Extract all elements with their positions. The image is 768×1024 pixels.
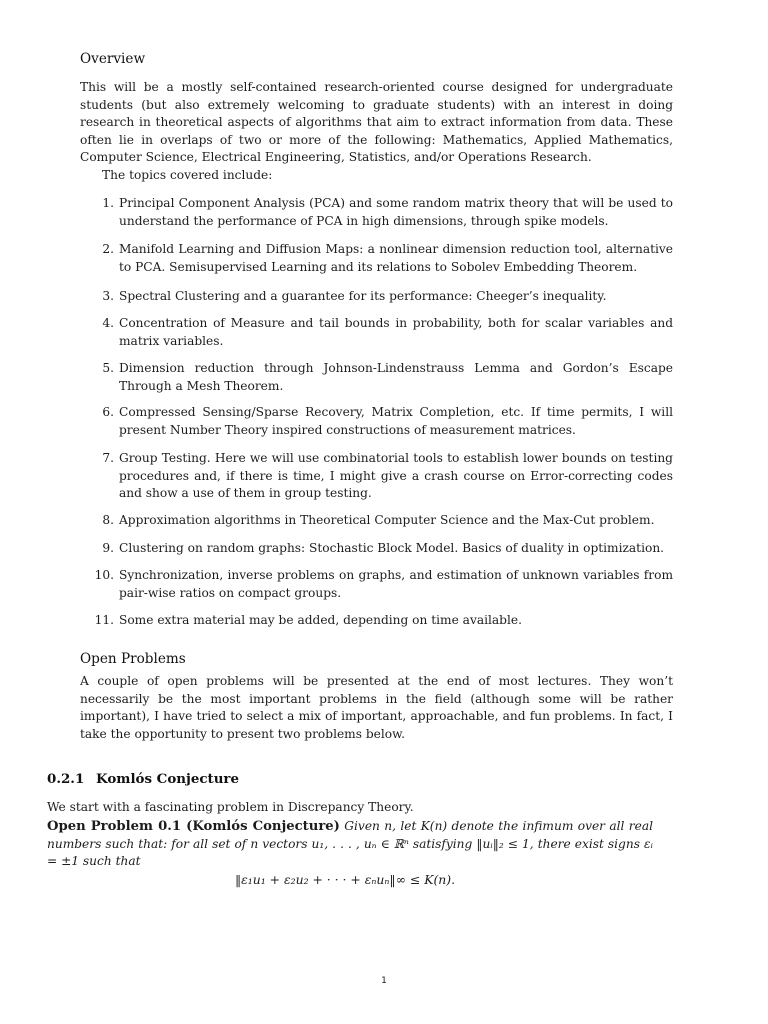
list-item	[80, 450, 673, 503]
list-item	[80, 512, 673, 530]
list-item-text: Approximation algorithms in Theoretical Computer Science and the Max-Cut problem.	[119, 513, 655, 527]
komlos-intro-paragraph: We start with a fascinating problem in Discrepancy Theory.	[47, 800, 414, 814]
list-item-number: 9.	[102, 541, 114, 555]
list-item-number: 8.	[102, 513, 114, 527]
list-item	[80, 241, 673, 276]
open-problem-title: Open Problem 0.1 (Komlós Conjecture)	[47, 819, 340, 834]
list-item	[80, 288, 673, 306]
open-problem-statement	[47, 818, 653, 871]
list-item-number: 7.	[102, 451, 114, 465]
list-item	[80, 315, 673, 350]
list-item	[80, 195, 673, 230]
topics-lead-text: The topics covered include:	[102, 167, 273, 182]
list-item	[80, 612, 673, 630]
open-problems-heading: Open Problems	[80, 651, 186, 667]
list-item	[80, 567, 673, 602]
list-item-text: Compressed Sensing/Sparse Recovery, Matrix Completion, etc. If time permits, I will present Number Theory inspired constructions of measurement matrices.	[119, 405, 673, 437]
list-item-text: Synchronization, inverse problems on graphs, and estimation of unknown variables from pair-wise ratios on compact groups.	[119, 568, 673, 600]
section-heading	[47, 771, 239, 787]
overview-heading: Overview	[80, 51, 146, 67]
page-number: 1	[381, 976, 387, 986]
list-item-text: Dimension reduction through Johnson-Lindenstrauss Lemma and Gordon’s Escape Through a Mesh Theorem.	[119, 361, 673, 393]
list-item	[80, 404, 673, 439]
list-item	[80, 540, 673, 558]
section-number: 0.2.1	[47, 771, 85, 787]
open-problem-body: Given n, let K(n) denote the infimum over all real numbers such that: for all set of n vectors u₁, . . . , uₙ ∈ ℝⁿ satisfying ‖uᵢ‖₂ ≤ 1, there exist signs εᵢ = ±1 such that	[47, 819, 654, 869]
overview-intro-text: This will be a mostly self-contained research-oriented course designed for undergraduate students (but also extremely welcoming to graduate students) with an interest in doing research in theoretical aspects of algorithms that aim to extract information from data. These often lie in overlaps of two or more of the following: Mathematics, Applied Mathematics, Computer Science, Electrical Engineering, Statistics, and/or Operations Research.	[80, 80, 673, 165]
list-item-text: Some extra material may be added, depending on time available.	[119, 613, 522, 627]
list-item	[80, 360, 673, 395]
list-item-text: Group Testing. Here we will use combinatorial tools to establish lower bounds on testing procedures and, if there is time, I might give a crash course on Error-correcting codes and show a use of them in group testing.	[119, 451, 673, 501]
list-item-text: Spectral Clustering and a guarantee for its performance: Cheeger’s inequality.	[119, 289, 607, 303]
list-item-number: 4.	[102, 316, 114, 330]
section-title: Komlós Conjecture	[96, 771, 240, 787]
list-item-text: Clustering on random graphs: Stochastic Block Model. Basics of duality in optimization.	[119, 541, 665, 555]
list-item-number: 10.	[94, 568, 114, 582]
overview-intro-paragraph	[80, 79, 673, 185]
list-item-text: Concentration of Measure and tail bounds in probability, both for scalar variables and matrix variables.	[119, 316, 673, 348]
list-item-number: 1.	[102, 196, 114, 210]
open-problems-paragraph: A couple of open problems will be presented at the end of most lectures. They won’t necessarily be the most important problems in the field (although some will be rather important), I have tried to select a mix of important, approachable, and fun problems. In fact, I take the opportunity to present two problems below.	[80, 674, 673, 741]
list-item-number: 6.	[102, 405, 114, 419]
list-item-number: 2.	[102, 242, 114, 256]
list-item-number: 3.	[102, 289, 114, 303]
list-item-text: Manifold Learning and Diffusion Maps: a nonlinear dimension reduction tool, alternative to PCA. Semisupervised Learning and its relations to Sobolev Embedding Theorem.	[119, 242, 673, 274]
list-item-number: 5.	[102, 361, 114, 375]
list-item-number: 11.	[94, 613, 114, 627]
list-item-text: Principal Component Analysis (PCA) and some random matrix theory that will be used to understand the performance of PCA in high dimensions, through spike models.	[119, 196, 673, 228]
equation: ‖ε₁u₁ + ε₂u₂ + · · · + εₙuₙ‖∞ ≤ K(n).	[234, 872, 456, 887]
